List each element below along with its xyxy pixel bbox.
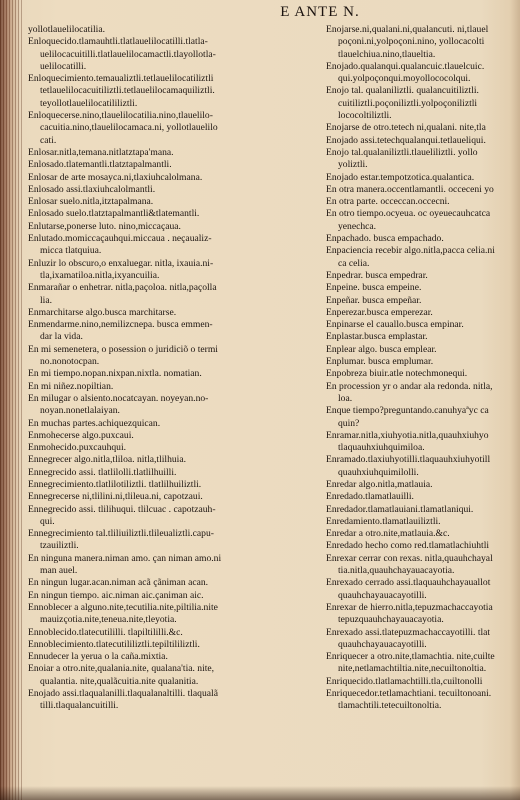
dictionary-entry xyxy=(326,516,520,528)
dictionary-entry xyxy=(326,270,520,282)
left-column xyxy=(28,24,318,713)
entry-continuation: cacuitia.nino,tlauelilocamaca.ni, yollotlauelilo xyxy=(40,122,218,134)
dictionary-entry xyxy=(326,688,520,713)
dictionary-entry xyxy=(28,504,318,529)
dictionary-entry xyxy=(326,356,520,368)
entry-headline: Enojado estar.tempotzotica.qualantica. xyxy=(326,171,475,183)
entry-headline: Enmarchitarse algo.busca marchitarse. xyxy=(28,306,177,318)
entry-continuation: dar la vida. xyxy=(40,331,83,343)
entry-headline: Enmohecido.puxcauhqui. xyxy=(28,442,127,454)
dictionary-entry xyxy=(28,319,318,344)
entry-headline: Ennudecer la yerua o la caña.mixtia. xyxy=(28,651,168,663)
dictionary-entry xyxy=(326,282,520,294)
entry-headline: Enredamiento.tlamatlauiliztli. xyxy=(326,515,441,527)
dictionary-entry xyxy=(28,24,318,36)
dictionary-entry xyxy=(28,663,318,688)
dictionary-entry xyxy=(28,282,318,307)
entry-continuation: qui. xyxy=(40,515,55,527)
right-column xyxy=(326,24,520,713)
dictionary-entry xyxy=(326,61,520,86)
entry-headline: Enplumar. busca emplumar. xyxy=(326,356,434,368)
entry-headline: Enrexado cerrado assi.tlaquauhchayauallot xyxy=(326,577,491,589)
entry-headline: Ennegrecerse ni,tlilini.ni,tlileua.ni, capotzaui. xyxy=(28,491,203,503)
entry-headline: Enojado assi.tlaqualanilli.tlaqualanaltilli. tlaqualã xyxy=(28,688,218,700)
entry-headline: Enlosar.nitla,temana.nitlatztapa'mana. xyxy=(28,146,174,158)
dictionary-entry xyxy=(28,233,318,258)
entry-continuation: tilli.tlaqualancuitilli. xyxy=(40,700,119,712)
dictionary-entry xyxy=(326,381,520,406)
entry-headline: En otra parte. occeccan.occecni. xyxy=(326,196,450,208)
dictionary-entry xyxy=(326,85,520,122)
entry-headline: Enlosar suelo.nitla,itztapalmana. xyxy=(28,196,154,208)
dictionary-entry xyxy=(326,577,520,602)
entry-continuation: micca tlatquiua. xyxy=(40,245,102,257)
dictionary-entry xyxy=(326,651,520,676)
entry-headline: Enredar a otro.nite,matlauia.&c. xyxy=(326,528,450,540)
entry-continuation: loa. xyxy=(338,392,353,404)
dictionary-entry xyxy=(326,553,520,578)
dictionary-entry xyxy=(326,245,520,270)
entry-continuation: tepuzquauhchayauacayotia. xyxy=(338,614,444,626)
bottom-shadow xyxy=(0,786,520,800)
entry-continuation: nite,netlamachtiltia.nite,necuiltonoltia. xyxy=(338,663,487,675)
dictionary-entry xyxy=(326,528,520,540)
entry-headline: Enramar.nitla,xiuhyotia.nitla,quauhxiuhyo xyxy=(326,429,489,441)
entry-headline: Enredado hecho como red.tlamatlachiuhtli xyxy=(326,540,490,552)
dictionary-entry xyxy=(326,405,520,430)
entry-headline: En mi semenetera, o posession o juridiciõ o termi xyxy=(28,343,218,355)
dictionary-entry xyxy=(28,430,318,442)
entry-continuation: poçoni.ni,yolpoçoni.nino, yollocacolti xyxy=(338,36,485,48)
dictionary-entry xyxy=(326,430,520,455)
entry-continuation: teyollotlauelilocatililiztli. xyxy=(40,97,138,109)
entry-headline: En ningun lugar.acan.niman acã çãniman acan. xyxy=(28,577,209,589)
dictionary-entry xyxy=(28,418,318,430)
entry-continuation: tla,ixamatiloa.nitla,ixyancuilia. xyxy=(40,269,160,281)
entry-headline: Ennegrecer algo.nitla,tliloa. nitla,tlilhuia. xyxy=(28,454,186,466)
entry-headline: Enredador.tlamatlauiani.tlamatlaniqui. xyxy=(326,503,474,515)
entry-headline: Enloquecido.tlamauhtli.tlatlauelilocatilli.tlatla- xyxy=(28,36,208,48)
dictionary-entry xyxy=(28,381,318,393)
entry-headline: yollotlauelilocatilia. xyxy=(28,24,105,35)
entry-continuation: tlauelchiua.nino,tlaueltia. xyxy=(338,48,436,60)
dictionary-entry xyxy=(28,368,318,380)
entry-continuation: noyan.nonetlalaiyan. xyxy=(40,405,120,417)
entry-headline: Enojarse.ni,qualani.ni,qualancuti. ni,tlauel xyxy=(326,24,489,35)
entry-headline: Ennegrecimiento tal.tliliuiliztli.tlileualiztli.capu- xyxy=(28,528,214,540)
entry-continuation: yoliztli. xyxy=(338,159,368,171)
dictionary-entry xyxy=(28,553,318,578)
entry-headline: Enperezar.busca emperezar. xyxy=(326,306,433,318)
entry-headline: Enlosar de arte mosayca.ni,tlaxiuhcalolmana. xyxy=(28,171,203,183)
entry-headline: Ennegrecimiento.tlatlilotiliztli. tlatlilhuiliztli. xyxy=(28,478,202,490)
entry-headline: Enloquecimiento.temaualiztli.tetlauelilocatiliztli xyxy=(28,73,214,85)
entry-headline: Enlutado.momiccaçauhqui.miccaua . neçaualiz- xyxy=(28,233,212,245)
entry-headline: En mi niñez.nopiltian. xyxy=(28,380,114,392)
entry-continuation: uelilocatilli. xyxy=(40,60,87,72)
entry-headline: Enojarse de otro.tetech ni,qualani. nite,tla xyxy=(326,122,486,134)
entry-headline: Enrexado assi.tlatepuzmachaccayotilli. tlat xyxy=(326,626,491,638)
dictionary-entry xyxy=(326,295,520,307)
entry-continuation: tia.nitla,quauhchayauacayotia. xyxy=(338,565,455,577)
entry-headline: Enojado assi.tetechqualanqui.tetlaueliqui. xyxy=(326,134,486,146)
entry-continuation: mauizçotia.nite,teneua.nite,tleyotia. xyxy=(40,614,177,626)
dictionary-entry xyxy=(326,491,520,503)
dictionary-entry xyxy=(28,221,318,233)
dictionary-entry xyxy=(28,36,318,73)
dictionary-entry xyxy=(326,135,520,147)
dictionary-entry xyxy=(28,307,318,319)
dictionary-entry xyxy=(326,676,520,688)
dictionary-entry xyxy=(326,319,520,331)
dictionary-entry xyxy=(326,627,520,652)
entry-continuation: uelilocacuitilli.tlatlauelilocamactli.tlayollotla- xyxy=(40,48,216,60)
dictionary-entry xyxy=(28,491,318,503)
entry-headline: En muchas partes.achiquezquican. xyxy=(28,417,161,429)
entry-continuation: man auel. xyxy=(40,565,78,577)
dictionary-entry xyxy=(326,122,520,134)
entry-continuation: tlaquauhxiuhquimiloa. xyxy=(338,442,425,454)
dictionary-entry xyxy=(326,331,520,343)
entry-headline: Enredado.tlamatlauilli. xyxy=(326,491,414,503)
entry-headline: Enplear algo. busca emplear. xyxy=(326,343,437,355)
dictionary-entry xyxy=(28,639,318,651)
entry-continuation: quin? xyxy=(338,417,360,429)
dictionary-entry xyxy=(28,208,318,220)
entry-headline: Enlosado.tlatemantli.tlatztapalmantli. xyxy=(28,159,172,171)
entry-headline: Ennoblecer a alguno.nite,tecutilia.nite,piltilia.nite xyxy=(28,601,218,613)
dictionary-entry xyxy=(28,590,318,602)
entry-continuation: quauhchayauacayotilli. xyxy=(338,589,427,601)
entry-headline: Enloquecerse.nino,tlauelilocatilia.nino,tlauelilo- xyxy=(28,110,213,122)
entry-headline: Ennegrecido assi. tlilihuqui. tlilcuac . capotzauh- xyxy=(28,503,216,515)
dictionary-entry xyxy=(28,479,318,491)
dictionary-entry xyxy=(326,504,520,516)
entry-headline: Ennoblecimiento.tlatecutililiztli.tepiltililiztli. xyxy=(28,638,200,650)
dictionary-entry xyxy=(326,454,520,479)
dictionary-entry xyxy=(28,442,318,454)
entry-headline: Enriquecido.tlatlamachtilli.tla,cuiltonolli xyxy=(326,675,483,687)
page-header-title: E ANTE N. xyxy=(280,4,360,20)
entry-continuation: quauhchayauacayotilli. xyxy=(338,638,427,650)
dictionary-entry xyxy=(326,196,520,208)
entry-headline: Enojo tal.qualaniliztli.tlaueliliztli. yollo xyxy=(326,146,478,158)
entry-headline: Enlosado suelo.tlatztapalmantli&tlatemantli. xyxy=(28,208,200,220)
dictionary-entry xyxy=(326,307,520,319)
entry-headline: Enramado.tlaxiuhyotilli.tlaquauhxiuhyotill xyxy=(326,454,491,466)
entry-headline: Enmarañar o enhetrar. nitla,paçoloa. nitla,paçolla xyxy=(28,282,217,294)
dictionary-entry xyxy=(28,147,318,159)
entry-headline: Enoiar a otro.nite,qualania.nite, qualana'tia. nite, xyxy=(28,663,215,675)
entry-headline: En otro tiempo.ocyeua. oc oyeuecauhcatca xyxy=(326,208,491,220)
dictionary-entry xyxy=(28,467,318,479)
entry-continuation: qui.yolpoçonqui.moyollococolqui. xyxy=(338,73,471,85)
entry-headline: Enluzir lo obscuro,o enxaluegar. nitla, ixauia.ni- xyxy=(28,257,214,269)
entry-continuation: no.nonotocpan. xyxy=(40,356,100,368)
dictionary-entry xyxy=(28,110,318,147)
entry-headline: Enpinarse el cauallo.busca empinar. xyxy=(326,319,464,331)
dictionary-entry xyxy=(326,344,520,356)
dictionary-entry xyxy=(326,24,520,61)
dictionary-entry xyxy=(28,393,318,418)
entry-headline: En ningun tiempo. aic.niman aic.çaniman aic. xyxy=(28,589,204,601)
dictionary-entry xyxy=(28,688,318,713)
entry-continuation: qualantia. nite,qualãcuitia.nite qualanitia. xyxy=(40,675,199,687)
entry-continuation: quauhxiuhquimilolli. xyxy=(338,466,419,478)
dictionary-entry xyxy=(28,159,318,171)
dictionary-entry xyxy=(28,651,318,663)
entry-headline: Enmendarme.nino,nemilizcnepa. busca emmen- xyxy=(28,319,213,331)
entry-headline: Enojo tal. qualaniliztli. qualancuitiliztli. xyxy=(326,85,479,97)
entry-headline: Enpeine. busca empeine. xyxy=(326,282,422,294)
dictionary-entry xyxy=(28,528,318,553)
entry-continuation: lococoltiliztli. xyxy=(338,110,392,122)
entry-headline: Enque tiempo?preguntando.canuhyaªyc ca xyxy=(326,405,489,417)
dictionary-entry xyxy=(326,147,520,172)
dictionary-entry xyxy=(326,233,520,245)
entry-headline: En mi tiempo.nopan.nixpan.nixtla. nomatian. xyxy=(28,368,202,380)
page-edge xyxy=(0,0,22,800)
dictionary-entry xyxy=(28,454,318,466)
entry-headline: Enlosado assi.tlaxiuhcalolmantli. xyxy=(28,183,156,195)
entry-continuation: tzauiliztli. xyxy=(40,540,79,552)
entry-headline: Enpaciencia recebir algo.nitla,pacca celia.ni xyxy=(326,245,495,257)
entry-headline: Enriquecer a otro.nite,tlamachtia. nite,cuilte xyxy=(326,651,495,663)
dictionary-entry xyxy=(326,172,520,184)
dictionary-entry xyxy=(28,184,318,196)
dictionary-entry xyxy=(326,368,520,380)
entry-headline: Enrexar cerrar con rexas. nitla,quauhchayal xyxy=(326,552,493,564)
entry-continuation: ca celia. xyxy=(338,257,370,269)
entry-headline: Enredar algo.nitla,matlauia. xyxy=(326,478,433,490)
entry-continuation: tetlauelilocacuitiliztli.tetlauelilocamaquiliztli. xyxy=(40,85,215,97)
entry-headline: Enmohecerse algo.puxcaui. xyxy=(28,429,134,441)
dictionary-entry xyxy=(326,184,520,196)
dictionary-entry xyxy=(326,208,520,233)
dictionary-entry xyxy=(28,344,318,369)
entry-headline: Enpobreza biuir.atle notechmonequi. xyxy=(326,368,468,380)
dictionary-entry xyxy=(28,602,318,627)
entry-continuation: lia. xyxy=(40,294,52,306)
entry-headline: Enlutarse,ponerse luto. nino,miccaçaua. xyxy=(28,220,181,232)
entry-headline: Enriquecedor.tetlamachtiani. tecuiltonoani. xyxy=(326,688,492,700)
entry-continuation: yenechca. xyxy=(338,220,377,232)
entry-headline: Enojado.qualanqui.qualancuic.tlauelcuic. xyxy=(326,60,485,72)
entry-headline: En milugar o alsiento.nocatcayan. noyeyan.no- xyxy=(28,392,209,404)
entry-headline: Enplastar.busca emplastar. xyxy=(326,331,428,343)
dictionary-entry xyxy=(326,602,520,627)
entry-headline: Enpeñar. busca empeñar. xyxy=(326,294,422,306)
dictionary-entry xyxy=(326,540,520,552)
entry-headline: Enpachado. busca empachado. xyxy=(326,233,444,245)
dictionary-entry xyxy=(326,479,520,491)
dictionary-entry xyxy=(28,577,318,589)
entry-headline: En procession yr o andar ala redonda. nitla, xyxy=(326,380,493,392)
entry-continuation: tlamachtili.tetecuiltonoltia. xyxy=(338,700,442,712)
entry-headline: Ennegrecido assi. tlatlilolli.tlatlilhuilli. xyxy=(28,466,177,478)
dictionary-entry xyxy=(28,627,318,639)
entry-headline: Ennoblecido.tlatecutililli. tlapiltililli.&c. xyxy=(28,626,183,638)
entry-headline: Enpedrar. busca empedrar. xyxy=(326,269,428,281)
entry-continuation: cuitiliztli.poçoniliztli.yolpoçoniliztli xyxy=(338,97,478,109)
entry-headline: En ninguna manera.niman amo. çan niman amo.ni xyxy=(28,552,222,564)
dictionary-entry xyxy=(28,172,318,184)
entry-continuation: cati. xyxy=(40,134,57,146)
dictionary-entry xyxy=(28,196,318,208)
dictionary-entry xyxy=(28,258,318,283)
dictionary-entry xyxy=(28,73,318,110)
entry-headline: En otra manera.occentlamantli. occeceni yo xyxy=(326,183,494,195)
entry-headline: Enrexar de hierro.nitla,tepuzmachaccayotia xyxy=(326,601,493,613)
